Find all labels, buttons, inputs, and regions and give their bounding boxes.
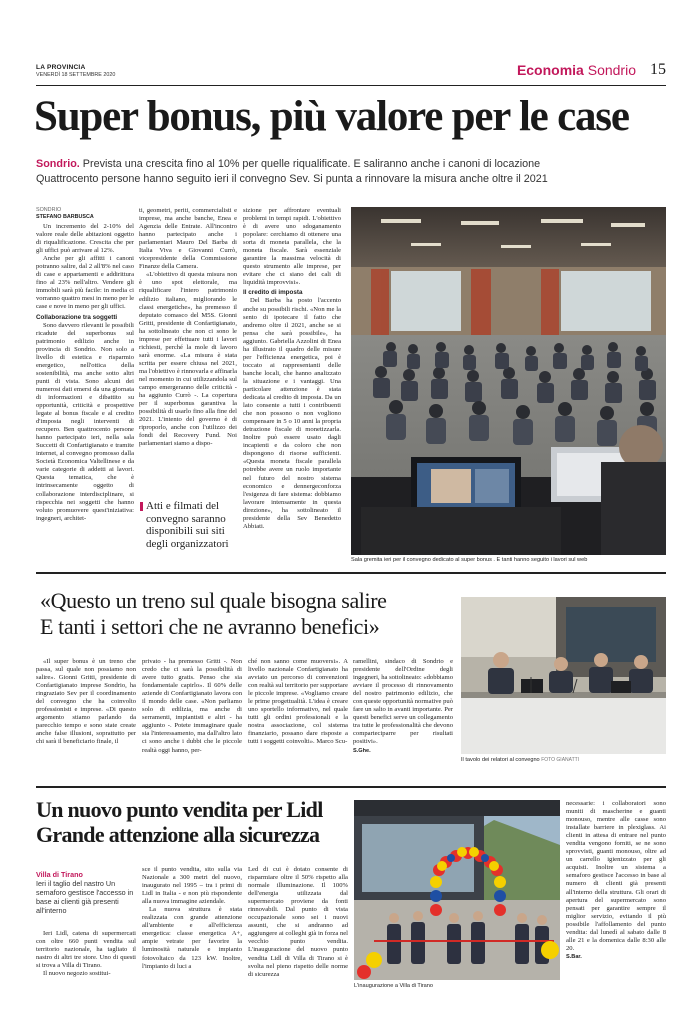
signature: S.Bar. bbox=[566, 953, 582, 960]
paragraph: «L'obiettivo di questa misura non è uno spot elettorale, ma riqualificare l'intero patrimonio edilizio italiano, migliorando le classi energetiche», ha premesso il deputato comasco del M5S. Gionni Gritti, presidente di Confartigianato, ha sottolineato che non ci sono le imprese per effettuare tutti i lavori richiesti, perché la mole di lavoro sarà enorme. «La misura è stata scritta per essere chiusa nel 2021, ma l'obiettivo è rinnovarla e affinarla nel momento in cui utilizzandola sul campo emergeranno delle criticità - ha aggiunto Currò -. La copertura per il superbonus garantiva la possibilità di usarlo fino alla fine del 2021. L'intento del governo è di riproporlo, anche con l'utilizzo dei fondi del Recovery Fund. Noi parlamentari siamo a dispo- bbox=[139, 271, 237, 448]
speakers-caption-text: Il tavolo dei relatori al convegno bbox=[461, 757, 540, 763]
speakers-photo-image bbox=[461, 597, 666, 754]
pullquote-text: Atti e filmati del convegno saranno disponibili sui siti degli organizzatori bbox=[146, 500, 229, 550]
second-headline-line-1: «Questo un treno sul quale bisogna salire bbox=[40, 588, 387, 613]
paragraph: Ieri Lidl, catena di supermercati con oltre 660 punti vendita sul territorio nazionale, ha tagliato il nastro di altri tre store. Uno di questi si trova a Villa di Tirano. bbox=[36, 930, 136, 970]
conference-photo-image bbox=[351, 207, 666, 555]
main-lead bbox=[36, 157, 666, 187]
third-headline-line-2: Grande attenzione alla sicurezza bbox=[36, 822, 320, 847]
paragraph: ti, geometri, periti, commercialisti e imprese, ma anche banche, Enea e Agenzia delle Entrate. All'incontro hanno partecipato anche i parlamentari Mauro Del Barba di Italia Viva e Giovanni Currò, vicepresidente della Commissione Finanze della Camera. bbox=[139, 207, 237, 271]
paragraph: «Il super bonus è un treno che passa, sul quale non possiamo non salire». Gionni Gritti, presidente di Confartigianato imprese Sondrio, ha ringraziato Sev per il coordinamento del convegno che ha coinvolto professionisti e imprese. «Di questo argomento stiamo parlando da parecchio tempo e sono state create anche false illusioni, soprattutto per chi sarà il beneficiario finale, il bbox=[36, 658, 136, 746]
third-column-2 bbox=[142, 866, 242, 971]
paragraph: Il nuovo negozio sostitui- bbox=[43, 970, 111, 978]
second-headline bbox=[40, 588, 460, 640]
masthead bbox=[36, 62, 666, 84]
subhead: Collaborazione tra soggetti bbox=[36, 313, 118, 321]
third-headline bbox=[36, 797, 356, 847]
paragraph: ché non sanno come muoversi». A livello nazionale Confartigianato ha avviato un percorso di convenzioni con realtà sul territorio per supportare le piccole imprese. «Vogliamo creare le prime progettualità. L'idea è creare uno sportello informativo, nel quale tutti gli ordini professionali e la nostra associazione, col sistema finanziario, possano dare risposte a tutti i soggetti coinvolti». Marco Scu- bbox=[248, 658, 348, 746]
speakers-photo-caption bbox=[461, 757, 666, 764]
article-author: STEFANO BARBUSCA bbox=[36, 214, 94, 220]
paragraph: ramellini, sindaco di Sondrio e presidente dell'Ordine degli ingegneri, ha sottolineato: «dobbiamo avviare il processo di rinnovamento del nostro patrimonio edilizio, che con queste opportunità normative può fare un salto in avanti importante. Per questi benefici serve un collegamento tra tutte le professionalità che devono comparteciparre per risultati positivi». bbox=[353, 658, 453, 746]
conference-photo bbox=[351, 207, 666, 555]
inauguration-photo-caption: L'inaugurazione a Villa di Tirano bbox=[354, 983, 434, 989]
paper-name: LA PROVINCIA bbox=[36, 64, 86, 71]
paragraph: Anche per gli affitti i canoni potranno salire, dal 2 all'8% nel caso di case e appartamenti e addirittura fino al 23% nell'altro. Vendere gli immobili sarà più facile: in media ci vorranno quattro mesi in meno per le case e nove in meno per gli uffici. bbox=[36, 255, 134, 311]
paragraph: Led di cui è dotato consente di risparmiare oltre il 50% rispetto alla normale illuminazione. Il 100% dell'energia utilizzata dal supermercato proviene da fonti rinnovabili. Dal punto di vista occupazionale sono sei i nuovi assunti, che si andranno ad aggiungere ai colleghi già in forza nel vecchio punto vendita. L'inaugurazione del nuovo punto vendita Lidl di Villa di Tirano si è svolta nel pieno rispetto delle norme di sicurezza bbox=[248, 866, 348, 978]
pullquote bbox=[140, 500, 238, 550]
main-column-2 bbox=[139, 207, 237, 448]
paragraph: Un incremento del 2-10% del valore reale delle abitazioni oggetto di riqualificazione. Crescita che per gli uffici può arrivare al 12%. bbox=[36, 223, 134, 255]
inauguration-photo bbox=[354, 800, 560, 980]
main-column-3 bbox=[243, 207, 341, 531]
lead-line-1: Prevista una crescita fino al 10% per quelle riqualificate. E saliranno anche i canoni di locazione bbox=[82, 158, 541, 170]
article-place: SONDRIO bbox=[36, 207, 62, 213]
third-headline-line-1: Un nuovo punto vendita per Lidl bbox=[36, 797, 323, 822]
third-column-3 bbox=[248, 866, 348, 979]
third-column-1 bbox=[36, 930, 136, 978]
second-headline-line-2: E tanti i settori che ne avranno benefici» bbox=[40, 614, 380, 639]
lead-place: Sondrio. bbox=[36, 158, 80, 170]
third-summary: Ieri il taglio del nastro Un semaforo gestisce l'accesso in base ai clienti già presenti all'interno bbox=[36, 879, 134, 915]
conference-photo-caption: Sala gremita ieri per il convegno dedicato al super bonus . E tanti hanno seguito i lavori sul web bbox=[351, 557, 588, 563]
section-name: Economia bbox=[516, 62, 584, 78]
main-headline: Super bonus, più valore per le case bbox=[34, 93, 629, 140]
third-place: Villa di Tirano bbox=[36, 870, 83, 879]
issue-date: VENERDÌ 18 SETTEMBRE 2020 bbox=[36, 72, 116, 78]
paragraph: Del Barba ha posto l'accento anche su possibili rischi. «Non me la sento di ipotecare il fatto che andremo oltre il 2021, anche se si pensa che sarà possibile», ha aggiunto. Gabriella Azzolini di Enea ha illustrato il quadro delle misure per l'efficienza energetica, poi è toccato ai rappresentanti delle banche locali, che hanno analizzato la situazione e i vantaggi. Una particolare attenzione è stata dedicata al credito di imposta. Da un lato consente a tutti i contribuenti che non possono o non vogliono compensare in 5 o 10 anni la propria detrazione fiscale di monetizzarla. Inoltre può essere usato dagli incapienti e da coloro che non dispongono di risorse sufficienti. «Questa moneta fiscale parallela potrebbe avere un ruolo importante nel futuro del nostro sistema economico e dennergeconforza l'esigenza di fare sistema: dobbiamo lavorare intensamente in questa direzione», ha sottolineato il presidente della Sev Benedetto Abbiati. bbox=[243, 297, 341, 530]
paragraph: Sono davvero rilevanti le possibili ricadute del superbonus sul patrimonio edilizio anche in provincia di Sondrio. Non solo a livello di estetica e risparmio energetico, nell'ottica della sostenibilità, ma anche sotto altri punti di vista. Sono alcuni dei numerosi dati emersi da una giornata di informazioni e dibattito su opportunità, criticità e prospettive legate al bonus fiscale e al credito d'imposta negli interventi di recupero. Ben quattrocento persone hanno partecipato ieri, nella sala Succetti di Confartigianato e tramite internet, al convegno promosso dalla Società Economica Valtellinese e da varie categorie di addetti ai lavori. Questa tematica, che è intrinsecamente oggetto di collaborazione interdisciplinare, si rispecchia nei soggetti che hanno voluto promuovere quest'iniziativa: ingegneri, architet- bbox=[36, 321, 134, 522]
inauguration-photo-image bbox=[354, 800, 560, 980]
page-number: 15 bbox=[650, 61, 666, 78]
section-rule-1 bbox=[36, 572, 666, 574]
paragraph: privato - ha premesso Gritti -. Non credo che ci sarà la possibilità di avere tutto gratis. Penso che sia fondamentale capirlo». Il 60% delle aziende di Confartigianato lavora con il mondo delle case. «Non parliamo solo di edilizia, ma anche di serramenti, impiantisti e altri - ha aggiunto -. Potete immaginare quale sia l'interessamento, ma dall'altro lato ci sono anche i dubbi che le piccole realtà oggi hanno, per- bbox=[142, 658, 242, 754]
second-column-3 bbox=[248, 658, 348, 747]
paragraph: La nuova struttura è stata realizzata con grande attenzione all'ambiente e all'efficienza energetica: classe energetica A+, ampie vetrate per favorire la luminosità naturale e impianto fotovoltaico da 123 kW. Inoltre, l'impianto di luci a bbox=[142, 906, 242, 970]
signature: S.Ghe. bbox=[353, 747, 371, 754]
speakers-photo bbox=[461, 597, 666, 754]
third-column-4 bbox=[566, 800, 666, 961]
second-column-2 bbox=[142, 658, 242, 755]
section-label bbox=[517, 62, 636, 78]
paragraph: sizione per affrontare eventuali problemi in tempi rapidi. L'obiettivo è di avere uno sdoganamento popolare: cerchiamo di ottenere una sorta di moneta parallela, che la moneta fiscale. Sarà essenziale garantire la massima velocità di questo strumento alle imprese, per evitare che ci siano dei cali di liquidità improvvisi». bbox=[243, 207, 341, 287]
paragraph: necessarie: i collaboratori sono muniti di mascherine e guanti monouso, mentre alle casse sono installate barriere in plexiglass. Ai clienti in attesa di entrare nel punto vendita vengono forniti, se ne sono sprovvisti, guanti monouso, oltre ad un carrello igienizzato per gli acquisti. Inoltre un sistema a semaforo gestisce l'accesso in base al numero di clienti già presenti all'interno della struttura. Gli orari di apertura del supermercato sono pensati per garantire sempre il miglior servizio, evitando il più possibile l'affollamento del punto vendita: dal lunedì al sabato dalle 8 alle 21 e la domenica dalle 8:30 alle 20. bbox=[566, 800, 666, 952]
second-column-1 bbox=[36, 658, 136, 747]
pullquote-marker bbox=[140, 502, 143, 511]
section-rule-2 bbox=[36, 786, 666, 788]
section-city: Sondrio bbox=[587, 62, 636, 78]
paragraph: sce il punto vendita, sito sulla via Nazionale a 300 metri del nuovo, inaugurato nel 1995 – tra i primi di Lidl in Italia - e non più rispondente alla nuova immagine aziendale. bbox=[142, 866, 242, 906]
second-column-4 bbox=[353, 658, 453, 755]
lead-line-2: Quattrocento persone hanno seguito ieri il convegno Sev. Si punta a rinnovare la misura anche oltre il 2021 bbox=[36, 173, 548, 185]
main-column-1 bbox=[36, 207, 134, 523]
third-summary-block bbox=[36, 870, 136, 915]
subhead: Il credito di imposta bbox=[243, 289, 303, 297]
photo-credit: FOTO GIANATTI bbox=[541, 757, 580, 763]
masthead-rule bbox=[36, 85, 666, 86]
